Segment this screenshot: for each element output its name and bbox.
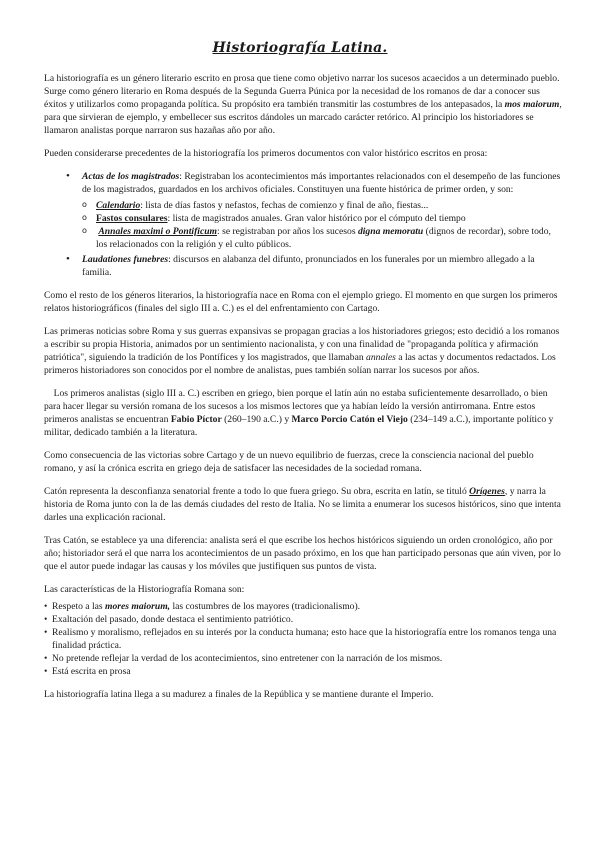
characteristic-item (44, 600, 564, 613)
text-run: La historiografía es un género literario escrito en prosa que tiene como objetivo narrar los sucesos acaecidos a un determinado pueblo. Surge como género literario en Roma después de la Segunda Guerra Púnica por la necesidad de los romanos de dar a conocer sus éxitos y utilizarlos como propaganda política. Su propósito era también transmitir las costumbres de los antepasados, la (44, 73, 560, 110)
term-annales: Annales maximi o Pontificum (98, 226, 218, 237)
paragraph-distinction: Tras Catón, se establece ya una diferencia: analista será el que escribe los hechos históricos siguiendo un orden cronológico, año por año; historiador será el que narra los acontecimientos de un pasado próximo, en los que han participado personas que aún viven, por lo que el autor puede indagar las causas y los móviles que justifiquen sus puntos de vista. (44, 535, 561, 572)
term-fastos: Fastos consulares (96, 213, 168, 224)
paragraph-consequence: Como consecuencia de las victorias sobre Cartago y de un nuevo equilibrio de fuerzas, crece la consciencia nacional del pueblo romano, y así la crónica escrita en griego deja de satisfacer las necesidades de la sociedad romana. (44, 450, 534, 474)
term-calendario: Calendario (96, 200, 141, 211)
text-run: Respeto a las (52, 601, 106, 612)
list-item-actas (44, 170, 564, 251)
name-fabio-pictor: Fabio Píctor (170, 414, 222, 425)
paragraph-conclusion: La historiografía latina llega a su madurez a finales de la República y se mantiene durante el Imperio. (44, 689, 434, 700)
text-run: las costumbres de los mayores (tradicionalismo). (170, 601, 361, 612)
title-origenes: Orígenes (469, 486, 505, 497)
text-run: Los primeros analistas (siglo III a. C.) escriben en griego, bien porque el latín aún no estaba suficientemente desarrollado, o bien para hacer llegar su versión romana de los sucesos a los mismos lectores que ya habían leído la versión antirromana. Entre estos primeros analistas se encuentran (44, 388, 550, 425)
paragraph-precedents: Pueden considerarse precedentes de la historiografía los primeros documentos con valor histórico escritos en prosa: (44, 148, 488, 159)
text-run: Catón representa la desconfianza senatorial frente a todo lo que fuera griego. Su obra, escrita en latín, se tituló (44, 486, 470, 497)
precedents-list (44, 170, 564, 279)
page-title: Historiografía Latina. (212, 40, 388, 56)
text-run: : Registraban los acontecimientos más importantes relacionados con el desempeño de las funciones de los magistrados, guardados en los archivos oficiales. Constituyen una fuente histórica de primer orden, y son: (82, 171, 561, 195)
text-run: (234–149 a.C.), importante político y militar, dedicado también a la literatura. (44, 414, 556, 438)
text-run: : discursos en alabanza del difunto, pronunciados en los funerales por un miembro allegado a la familia. (82, 254, 535, 278)
emphasis-mos-maiorum: mos maiorum (504, 99, 560, 110)
paragraph-intro (44, 72, 564, 137)
text-run: : lista de días fastos y nefastos, fechas de comienzo y final de año, fiestas... (140, 200, 429, 211)
characteristic-item: • Realismo y moralismo, reflejados en su interés por la conducta humana; esto hace que la historiografía entre los romanos tenga una finalidad práctica. (44, 626, 564, 652)
characteristic-item: • Exaltación del pasado, donde destaca el sentimiento patriótico. (44, 613, 564, 626)
list-item-laudationes (44, 253, 564, 279)
paragraph-first-analysts (44, 387, 564, 439)
characteristic-item: • Está escrita en prosa (44, 665, 564, 678)
paragraph-origin: Como el resto de los géneros literarios, la historiografía nace en Roma con el ejemplo griego. El momento en que surgen los primeros relatos historiográficos (finales del siglo III a. C.) es el del enfrentamiento con Cartago. (44, 290, 558, 314)
text-run: (260–190 a.C.) y (221, 414, 292, 425)
paragraph-caton (44, 485, 564, 524)
text-run: Las primeras noticias sobre Roma y sus guerras expansivas se propagan gracias a los historiadores griegos; esto decidió a los romanos a escribir su propia Historia, animados por un sentimiento nacionalista, y con una finalidad de "propaganda política y afirmación patriótica", siguiendo la tradición de los Pontífices y los magistrados, que llamaban (44, 326, 560, 363)
emphasis-annales: annales (366, 352, 396, 363)
paragraph-first-news (44, 325, 564, 377)
document-body (44, 72, 564, 711)
paragraph-characteristics: Las características de la Historiografía Romana son: (44, 584, 245, 595)
name-caton: Marco Porcio Catón el Viejo (291, 414, 408, 425)
sublist-item-fastos (44, 212, 564, 225)
text-run: (dignos de recordar), sobre todo, los relacionados con la religión y el culto públicos. (96, 226, 551, 250)
characteristic-item: • No pretende reflejar la verdad de los acontecimientos, sino entretener con la narración de los mismos. (44, 652, 564, 665)
term-actas: Actas de los magistrados (82, 171, 180, 182)
sublist (82, 199, 564, 251)
emphasis-mores-maiorum: mores maiorum, (105, 601, 171, 612)
sublist-item-calendario (44, 199, 564, 212)
term-laudationes: Laudationes funebres (82, 254, 169, 265)
characteristics-list (44, 600, 564, 678)
text-run: : se registraban por años los sucesos (217, 226, 358, 237)
text-run: a las actas y documentos redactados. Los primeros historiadores son conocidos por el nombre de analistas, pues también solían narrar los sucesos por años. (44, 352, 556, 376)
text-run: , para que sirvieran de ejemplo, y embellecer sus escritos dándoles un marcado carácter retórico. Al principio los historiadores se llamaron analistas porque narraron sus hazañas año por año. (44, 99, 562, 136)
text-run: , y narra la historia de Roma junto con la de las demás ciudades del resto de Italia. No se limita a enumerar los sucesos históricos, sino que intenta darles una explicación racional. (44, 486, 561, 523)
sublist-item-annales (44, 225, 564, 251)
term-digna-memoratu: digna memoratu (357, 226, 424, 237)
text-run: : lista de magistrados anuales. Gran valor histórico por el cómputo del tiempo (167, 213, 466, 224)
